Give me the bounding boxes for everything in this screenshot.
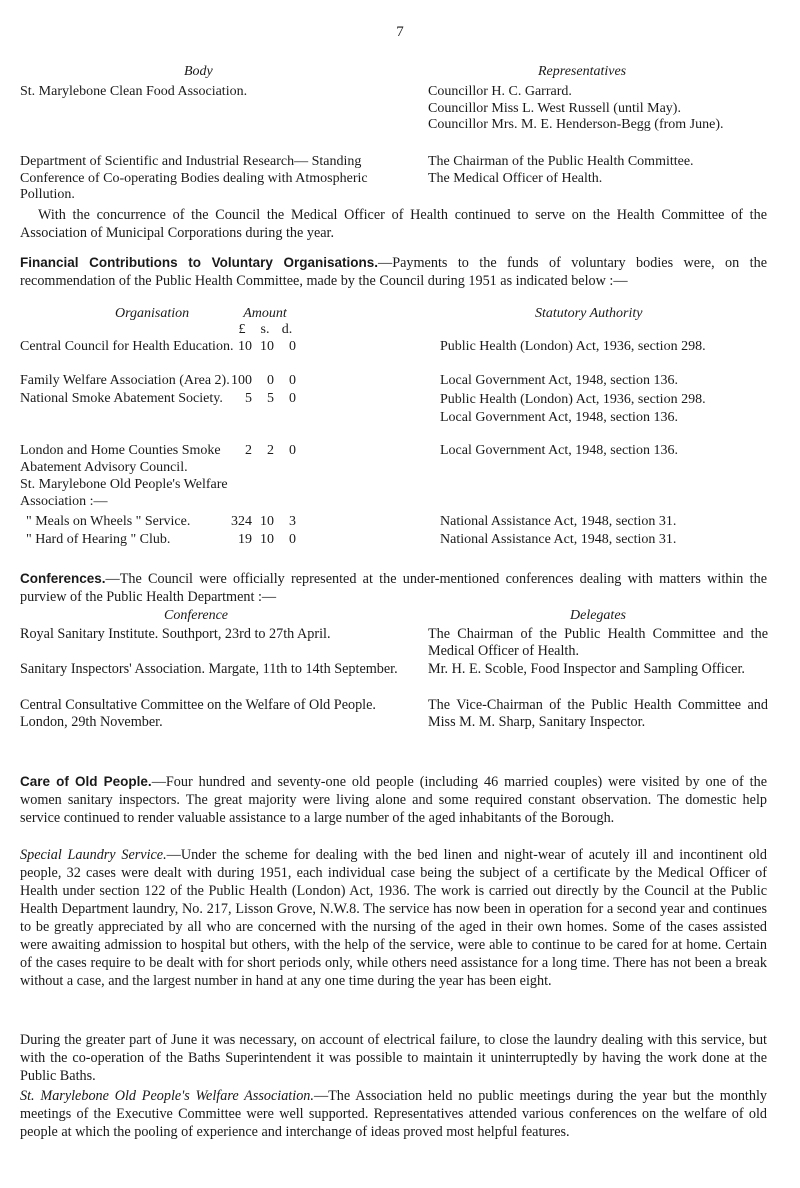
unit-pence: d. [281,322,293,337]
fin-row-6-l: 324 [231,514,252,529]
laundry-heading: Special Laundry Service. [20,847,167,863]
laundry-paragraph-2 [20,1031,767,1085]
welfare-paragraph [20,1087,767,1141]
fin-row-6-org: " Meals on Wheels " Service. [26,514,191,529]
fin-row-7-org: " Hard of Hearing " Club. [26,532,171,547]
conferences-intro: —The Council were officially represented at the under-mentioned conferences dealing with matters within the purview of the Public Health Department :— [20,571,767,605]
unit-pounds: £ [238,322,246,337]
rep-body-2-text: Department of Scientific and Industrial Research— Standing Conference of Co-operating Bodies dealing with Atmospheric Pollution. [20,154,368,202]
fin-row-4-s: 2 [267,443,274,458]
fin-row-2-authority: Local Government Act, 1948, section 136. [440,373,678,388]
conf-row-2-delegates: Mr. H. E. Scoble, Food Inspector and Sampling Officer. [428,661,745,677]
financial-paragraph [20,254,767,290]
rep-body-2 [20,154,410,204]
fin-row-3-org: National Smoke Abatement Society. [20,391,223,406]
fin-row-4-org: London and Home Counties Smoke Abatement Advisory Council. [20,443,221,475]
conferences-heading: Conferences. [20,571,106,586]
fin-row-3-d: 0 [289,391,296,406]
fin-row-4-l: 2 [245,443,252,458]
conf-row-3-delegates: The Vice-Chairman of the Public Health Committee and Miss M. M. Sharp, Sanitary Inspector. [428,697,768,730]
welfare-heading: St. Marylebone Old People's Welfare Association. [20,1088,314,1104]
rep-representatives-2: The Chairman of the Public Health Committee. The Medical Officer of Health. [428,154,694,186]
fin-row-1-s: 10 [260,339,274,354]
old-people-text: —Four hundred and seventy-one old people (including 46 married couples) were visited by one of the women sanitary inspectors. The great majority were living alone and some required constant observation. The domestic help service continued to render valuable assistance to a large number of the aged inhabitants of the Borough. [20,774,768,826]
financial-heading: Financial Contributions to Voluntary Organisations. [20,255,379,270]
laundry-text: —Under the scheme for dealing with the bed linen and night-wear of acutely ill and incontinent old people, 32 cases were dealt with during 1951, each individual case being the subject of a certificate by the Medical Officer of Health under section 122 of the Public Health (London) Act, 1936. The work is carried out directly by the Council at the Public Health Department laundry, No. 217, Lisson Grove, N.W.8. The service has now been in operation for a second year and continues to be greatly appreciated by all who are concerned with the nursing of the aged in their own homes. Some of the cases assisted were awaiting admission to hospital but others, with the help of the service, were able to continue to be cared for at home. Certain of the cases require to be dealt with for short periods only, while others need assistance for a long time. There has not been a break without a case, and the largest number in hand at any one time during the year has been eight. [20,847,767,989]
welfare-text: —The Association held no public meetings during the year but the monthly meetings of the Executive Committee were well supported. Representatives attended various conferences on the welfare of old people at which the pooling of experience and interchange of ideas proved most helpful features. [20,1088,768,1140]
fin-row-3-l: 5 [245,391,252,406]
fin-row-2-org: Family Welfare Association (Area 2). [20,373,230,388]
fin-row-1-authority: Public Health (London) Act, 1936, section 298. [440,339,706,354]
col-delegates: Delegates [570,608,626,623]
fin-row-2-d: 0 [289,373,296,388]
header-representatives: Representatives [538,64,627,79]
fin-row-4-authority: Local Government Act, 1948, section 136. [440,443,678,458]
fin-row-3-s: 5 [267,391,274,406]
conf-row-1-delegates: The Chairman of the Public Health Committee and the Medical Officer of Health. [428,626,768,659]
unit-shillings: s. [260,322,270,337]
rep-representatives-1: Councillor H. C. Garrard. Councillor Miss L. West Russell (until May). Councillor Mrs. M. E. Henderson-Begg (from June). [428,84,724,132]
header-body: Body [184,64,213,79]
laundry-paragraph [20,846,767,990]
rep-body-1: St. Marylebone Clean Food Association. [20,84,248,99]
col-organisation: Organisation [115,306,190,321]
fin-row-5-org: St. Marylebone Old People's Welfare Association :— [20,477,228,509]
old-people-paragraph [20,773,767,827]
fin-row-7-s: 10 [260,532,274,547]
fin-row-2-s: 0 [267,373,274,388]
conf-row-3-conference: Central Consultative Committee on the Welfare of Old People. London, 29th November. [20,697,376,730]
fin-row-7-d: 0 [289,532,296,547]
fin-row-6-s: 10 [260,514,274,529]
fin-row-6-authority: National Assistance Act, 1948, section 31. [440,514,677,529]
fin-row-4-d: 0 [289,443,296,458]
old-people-heading: Care of Old People. [20,774,152,789]
fin-row-3-authority: Public Health (London) Act, 1936, section 298. Local Government Act, 1948, section 136. [440,392,706,425]
conferences-paragraph [20,570,767,606]
financial-intro: —Payments to the funds of voluntary bodies were, on the recommendation of the Public Health Committee, made by the Council during 1951 as indicated below :— [20,255,767,289]
page-number: 7 [396,24,404,40]
fin-row-2-l: 100 [231,373,252,388]
fin-row-1-d: 0 [289,339,296,354]
fin-row-7-authority: National Assistance Act, 1948, section 31. [440,532,677,547]
fin-row-6-d: 3 [289,514,296,529]
col-amount: Amount [243,306,287,321]
concurrence-paragraph [20,206,767,242]
concurrence-text: With the concurrence of the Council the Medical Officer of Health continued to serve on the Health Committee of the Association of Municipal Corporations during the year. [20,207,767,241]
fin-row-1-org: Central Council for Health Education. [20,339,234,354]
laundry-text-2: During the greater part of June it was necessary, on account of electrical failure, to close the laundry dealing with this service, but with the co-operation of the Baths Superintendent it was possible to maintain it uninterruptedly by having the work done at the Public Baths. [20,1032,767,1084]
fin-row-7-l: 19 [238,532,252,547]
conf-row-1-conference: Royal Sanitary Institute. Southport, 23rd to 27th April. [20,626,331,642]
conf-row-2-conference: Sanitary Inspectors' Association. Margate, 11th to 14th September. [20,661,398,677]
fin-row-1-l: 10 [238,339,252,354]
col-statutory-authority: Statutory Authority [535,306,643,321]
col-conference: Conference [164,608,229,623]
